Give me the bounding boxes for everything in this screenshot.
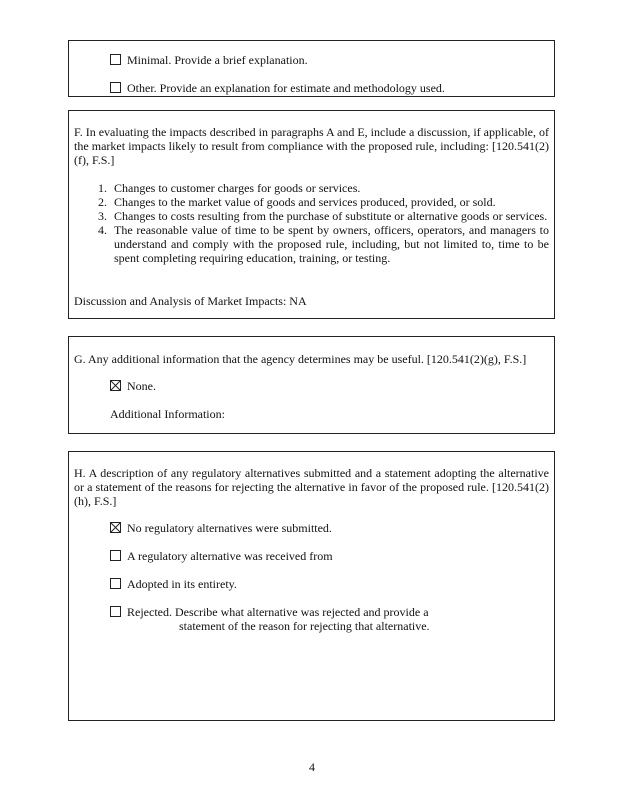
market-impacts-list [74, 181, 549, 265]
page-number: 4 [309, 760, 315, 774]
section-f-intro: F. In evaluating the impacts described in paragraphs A and E, include a discussion, if applicable, of the market impacts likely to result from compliance with the proposed rule, including: [120.541(2)(f), F.S.] [74, 125, 549, 167]
list-item: 1. Changes to customer charges for goods or services. [110, 181, 549, 195]
minimal-checkbox[interactable] [110, 54, 121, 65]
adopted-option[interactable] [110, 577, 237, 591]
adopted-label: Adopted in its entirety. [127, 577, 237, 591]
list-item: 2. Changes to the market value of goods and services produced, provided, or sold. [110, 195, 549, 209]
market-impacts-discussion: Discussion and Analysis of Market Impacts: NA [74, 294, 307, 308]
none-option[interactable] [110, 379, 156, 393]
minimal-label: Minimal. Provide a brief explanation. [127, 53, 308, 67]
alternative-received-option[interactable] [110, 549, 333, 563]
rejected-label-line2: statement of the reason for rejecting that alternative. [179, 619, 430, 633]
section-g-intro: G. Any additional information that the agency determines may be useful. [120.541(2)(g), F.S.] [74, 352, 527, 366]
section-f-box [68, 110, 555, 319]
section-g-box [68, 336, 555, 434]
no-alternatives-checkbox[interactable] [110, 522, 121, 533]
rejected-label-line1: Rejected. Describe what alternative was rejected and provide a [127, 605, 429, 619]
other-option[interactable] [110, 81, 445, 95]
other-label: Other. Provide an explanation for estimate and methodology used. [127, 81, 445, 95]
none-checkbox[interactable] [110, 380, 121, 391]
other-checkbox[interactable] [110, 82, 121, 93]
list-item: 4. The reasonable value of time to be spent by owners, officers, operators, and managers to understand and comply with the proposed rule, including, but not limited to, time to be spent completing requiring education, training, or testing. [110, 223, 549, 265]
alternative-received-checkbox[interactable] [110, 550, 121, 561]
adopted-checkbox[interactable] [110, 578, 121, 589]
list-item: 3. Changes to costs resulting from the purchase of substitute or alternative goods or services. [110, 209, 549, 223]
rejected-label [127, 605, 430, 633]
section-e-box [68, 40, 555, 97]
additional-info-label: Additional Information: [110, 407, 225, 421]
none-label: None. [127, 379, 156, 393]
alternative-received-label: A regulatory alternative was received from [127, 549, 333, 563]
minimal-option[interactable] [110, 53, 308, 67]
no-alternatives-option[interactable] [110, 521, 332, 535]
section-h-box [68, 451, 555, 721]
no-alternatives-label: No regulatory alternatives were submitted. [127, 521, 332, 535]
rejected-option[interactable] [110, 605, 430, 633]
section-h-intro: H. A description of any regulatory alternatives submitted and a statement adopting the alternative or a statement of the reasons for rejecting the alternative in favor of the proposed rule. [120.541(2)(h), F.S.] [74, 466, 549, 508]
rejected-checkbox[interactable] [110, 606, 121, 617]
